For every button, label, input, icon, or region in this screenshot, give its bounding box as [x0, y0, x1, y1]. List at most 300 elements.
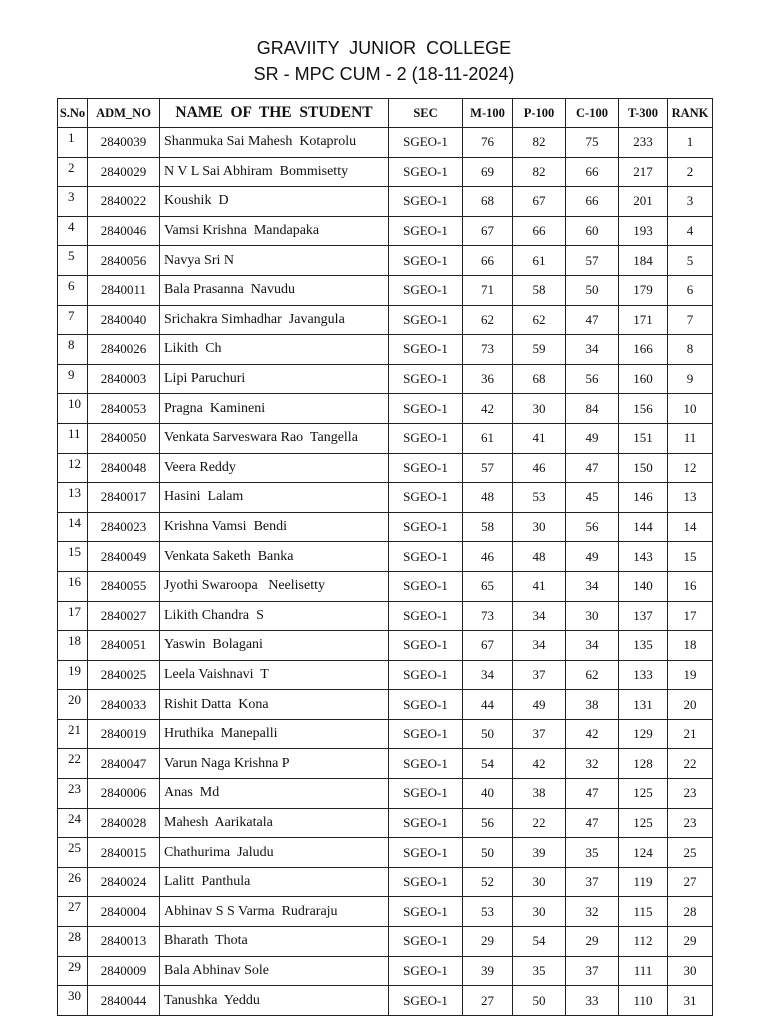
cell-t300: 151 [619, 423, 668, 453]
cell-p100: 39 [513, 838, 566, 868]
cell-adm-no: 2840046 [88, 216, 160, 246]
cell-rank: 16 [668, 571, 713, 601]
cell-rank: 19 [668, 660, 713, 690]
cell-adm-no: 2840027 [88, 601, 160, 631]
cell-sec: SGEO-1 [389, 660, 463, 690]
cell-rank: 20 [668, 690, 713, 720]
cell-sec: SGEO-1 [389, 749, 463, 779]
table-row [58, 571, 713, 601]
table-header-row [58, 99, 713, 128]
cell-p100: 41 [513, 423, 566, 453]
cell-sec: SGEO-1 [389, 157, 463, 187]
cell-m100: 76 [463, 128, 513, 158]
table-row [58, 216, 713, 246]
cell-c100: 47 [566, 779, 619, 809]
cell-adm-no: 2840029 [88, 157, 160, 187]
cell-p100: 82 [513, 157, 566, 187]
header-sec: SEC [389, 99, 463, 128]
cell-m100: 54 [463, 749, 513, 779]
cell-p100: 53 [513, 483, 566, 513]
cell-c100: 33 [566, 986, 619, 1016]
cell-c100: 45 [566, 483, 619, 513]
table-row [58, 601, 713, 631]
table-row [58, 512, 713, 542]
cell-m100: 36 [463, 364, 513, 394]
cell-t300: 124 [619, 838, 668, 868]
table-row [58, 335, 713, 365]
cell-c100: 30 [566, 601, 619, 631]
cell-student-name: Yaswin Bolagani [160, 631, 389, 661]
cell-c100: 60 [566, 216, 619, 246]
cell-student-name: Bala Prasanna Navudu [160, 275, 389, 305]
cell-sec: SGEO-1 [389, 453, 463, 483]
cell-p100: 41 [513, 571, 566, 601]
cell-sec: SGEO-1 [389, 305, 463, 335]
cell-t300: 193 [619, 216, 668, 246]
table-row [58, 749, 713, 779]
table-row [58, 275, 713, 305]
cell-rank: 10 [668, 394, 713, 424]
cell-sec: SGEO-1 [389, 128, 463, 158]
cell-student-name: Mahesh Aarikatala [160, 808, 389, 838]
cell-sno: 7 [58, 305, 88, 335]
cell-rank: 11 [668, 423, 713, 453]
cell-rank: 29 [668, 927, 713, 957]
header-student-name: NAME OF THE STUDENT [160, 99, 389, 128]
cell-c100: 56 [566, 512, 619, 542]
cell-sec: SGEO-1 [389, 631, 463, 661]
table-row [58, 927, 713, 957]
cell-adm-no: 2840023 [88, 512, 160, 542]
cell-p100: 67 [513, 187, 566, 217]
cell-sno: 30 [58, 986, 88, 1016]
cell-m100: 73 [463, 601, 513, 631]
table-row [58, 128, 713, 158]
cell-t300: 125 [619, 779, 668, 809]
cell-c100: 34 [566, 571, 619, 601]
cell-c100: 32 [566, 897, 619, 927]
cell-c100: 37 [566, 956, 619, 986]
cell-t300: 111 [619, 956, 668, 986]
cell-adm-no: 2840039 [88, 128, 160, 158]
cell-adm-no: 2840009 [88, 956, 160, 986]
table-row [58, 453, 713, 483]
cell-adm-no: 2840004 [88, 897, 160, 927]
cell-sno: 2 [58, 157, 88, 187]
cell-rank: 31 [668, 986, 713, 1016]
cell-c100: 49 [566, 542, 619, 572]
cell-student-name: Koushik D [160, 187, 389, 217]
cell-p100: 49 [513, 690, 566, 720]
cell-m100: 50 [463, 719, 513, 749]
cell-student-name: Navya Sri N [160, 246, 389, 276]
results-table [57, 98, 713, 1016]
cell-t300: 201 [619, 187, 668, 217]
cell-adm-no: 2840049 [88, 542, 160, 572]
cell-m100: 67 [463, 631, 513, 661]
cell-rank: 13 [668, 483, 713, 513]
cell-adm-no: 2840033 [88, 690, 160, 720]
cell-t300: 137 [619, 601, 668, 631]
table-row [58, 808, 713, 838]
cell-t300: 110 [619, 986, 668, 1016]
cell-p100: 82 [513, 128, 566, 158]
cell-sec: SGEO-1 [389, 216, 463, 246]
cell-m100: 65 [463, 571, 513, 601]
cell-sno: 18 [58, 631, 88, 661]
cell-t300: 119 [619, 867, 668, 897]
table-row [58, 838, 713, 868]
cell-adm-no: 2840051 [88, 631, 160, 661]
cell-rank: 28 [668, 897, 713, 927]
cell-m100: 57 [463, 453, 513, 483]
cell-m100: 29 [463, 927, 513, 957]
cell-rank: 22 [668, 749, 713, 779]
cell-adm-no: 2840048 [88, 453, 160, 483]
cell-sno: 16 [58, 571, 88, 601]
cell-c100: 66 [566, 187, 619, 217]
cell-sec: SGEO-1 [389, 601, 463, 631]
cell-adm-no: 2840055 [88, 571, 160, 601]
cell-student-name: Shanmuka Sai Mahesh Kotaprolu [160, 128, 389, 158]
cell-rank: 21 [668, 719, 713, 749]
cell-m100: 48 [463, 483, 513, 513]
table-row [58, 897, 713, 927]
cell-sno: 17 [58, 601, 88, 631]
cell-adm-no: 2840050 [88, 423, 160, 453]
cell-c100: 56 [566, 364, 619, 394]
cell-rank: 12 [668, 453, 713, 483]
cell-sec: SGEO-1 [389, 512, 463, 542]
cell-m100: 39 [463, 956, 513, 986]
cell-sec: SGEO-1 [389, 956, 463, 986]
cell-m100: 56 [463, 808, 513, 838]
cell-sno: 26 [58, 867, 88, 897]
table-row [58, 719, 713, 749]
cell-p100: 30 [513, 897, 566, 927]
cell-adm-no: 2840015 [88, 838, 160, 868]
table-row [58, 956, 713, 986]
cell-student-name: Lalitt Panthula [160, 867, 389, 897]
cell-c100: 75 [566, 128, 619, 158]
cell-t300: 143 [619, 542, 668, 572]
cell-sno: 14 [58, 512, 88, 542]
cell-p100: 34 [513, 601, 566, 631]
cell-student-name: Chathurima Jaludu [160, 838, 389, 868]
cell-rank: 27 [668, 867, 713, 897]
cell-m100: 71 [463, 275, 513, 305]
cell-t300: 179 [619, 275, 668, 305]
cell-t300: 160 [619, 364, 668, 394]
cell-sec: SGEO-1 [389, 187, 463, 217]
cell-student-name: Likith Chandra S [160, 601, 389, 631]
cell-sno: 3 [58, 187, 88, 217]
cell-t300: 156 [619, 394, 668, 424]
cell-t300: 129 [619, 719, 668, 749]
cell-sno: 25 [58, 838, 88, 868]
cell-c100: 47 [566, 305, 619, 335]
cell-p100: 66 [513, 216, 566, 246]
cell-sno: 19 [58, 660, 88, 690]
header-rank: RANK [668, 99, 713, 128]
cell-rank: 6 [668, 275, 713, 305]
cell-rank: 15 [668, 542, 713, 572]
cell-sec: SGEO-1 [389, 335, 463, 365]
cell-c100: 66 [566, 157, 619, 187]
cell-sno: 29 [58, 956, 88, 986]
header-c100: C-100 [566, 99, 619, 128]
cell-student-name: Lipi Paruchuri [160, 364, 389, 394]
cell-p100: 35 [513, 956, 566, 986]
cell-p100: 68 [513, 364, 566, 394]
cell-t300: 128 [619, 749, 668, 779]
cell-m100: 46 [463, 542, 513, 572]
cell-p100: 54 [513, 927, 566, 957]
cell-student-name: Likith Ch [160, 335, 389, 365]
cell-c100: 47 [566, 453, 619, 483]
cell-t300: 184 [619, 246, 668, 276]
cell-p100: 30 [513, 512, 566, 542]
table-row [58, 423, 713, 453]
cell-sno: 4 [58, 216, 88, 246]
table-row [58, 660, 713, 690]
table-body [58, 128, 713, 1016]
cell-sno: 6 [58, 275, 88, 305]
cell-sec: SGEO-1 [389, 275, 463, 305]
cell-t300: 133 [619, 660, 668, 690]
cell-sec: SGEO-1 [389, 808, 463, 838]
cell-student-name: Hasini Lalam [160, 483, 389, 513]
cell-rank: 8 [668, 335, 713, 365]
cell-adm-no: 2840003 [88, 364, 160, 394]
table-row [58, 364, 713, 394]
cell-m100: 34 [463, 660, 513, 690]
cell-rank: 23 [668, 808, 713, 838]
cell-c100: 29 [566, 927, 619, 957]
cell-m100: 67 [463, 216, 513, 246]
cell-c100: 47 [566, 808, 619, 838]
cell-t300: 166 [619, 335, 668, 365]
cell-rank: 5 [668, 246, 713, 276]
cell-student-name: Veera Reddy [160, 453, 389, 483]
cell-p100: 59 [513, 335, 566, 365]
cell-student-name: Bala Abhinav Sole [160, 956, 389, 986]
cell-adm-no: 2840017 [88, 483, 160, 513]
cell-p100: 48 [513, 542, 566, 572]
cell-rank: 9 [668, 364, 713, 394]
cell-sec: SGEO-1 [389, 483, 463, 513]
cell-sec: SGEO-1 [389, 542, 463, 572]
cell-m100: 27 [463, 986, 513, 1016]
cell-student-name: Varun Naga Krishna P [160, 749, 389, 779]
cell-student-name: Jyothi Swaroopa Neelisetty [160, 571, 389, 601]
cell-rank: 25 [668, 838, 713, 868]
cell-adm-no: 2840006 [88, 779, 160, 809]
cell-p100: 30 [513, 394, 566, 424]
cell-adm-no: 2840028 [88, 808, 160, 838]
cell-rank: 3 [668, 187, 713, 217]
cell-p100: 46 [513, 453, 566, 483]
cell-rank: 2 [668, 157, 713, 187]
cell-student-name: Tanushka Yeddu [160, 986, 389, 1016]
cell-sec: SGEO-1 [389, 927, 463, 957]
header-p100: P-100 [513, 99, 566, 128]
cell-c100: 35 [566, 838, 619, 868]
cell-c100: 42 [566, 719, 619, 749]
cell-rank: 4 [668, 216, 713, 246]
cell-student-name: Abhinav S S Varma Rudraraju [160, 897, 389, 927]
cell-m100: 62 [463, 305, 513, 335]
header-m100: M-100 [463, 99, 513, 128]
cell-student-name: Venkata Saketh Banka [160, 542, 389, 572]
cell-student-name: Hruthika Manepalli [160, 719, 389, 749]
cell-p100: 22 [513, 808, 566, 838]
cell-m100: 68 [463, 187, 513, 217]
cell-adm-no: 2840024 [88, 867, 160, 897]
table-row [58, 483, 713, 513]
cell-sec: SGEO-1 [389, 690, 463, 720]
cell-sno: 20 [58, 690, 88, 720]
cell-sno: 11 [58, 423, 88, 453]
cell-sec: SGEO-1 [389, 394, 463, 424]
cell-p100: 50 [513, 986, 566, 1016]
cell-t300: 144 [619, 512, 668, 542]
cell-sno: 24 [58, 808, 88, 838]
cell-adm-no: 2840026 [88, 335, 160, 365]
cell-sno: 22 [58, 749, 88, 779]
cell-sec: SGEO-1 [389, 364, 463, 394]
cell-sno: 23 [58, 779, 88, 809]
cell-student-name: Pragna Kamineni [160, 394, 389, 424]
cell-student-name: Anas Md [160, 779, 389, 809]
cell-student-name: Leela Vaishnavi T [160, 660, 389, 690]
cell-adm-no: 2840053 [88, 394, 160, 424]
cell-t300: 140 [619, 571, 668, 601]
cell-sno: 21 [58, 719, 88, 749]
document-subtitle: SR - MPC CUM - 2 (18-11-2024) [253, 64, 515, 84]
cell-sec: SGEO-1 [389, 897, 463, 927]
cell-t300: 135 [619, 631, 668, 661]
cell-p100: 38 [513, 779, 566, 809]
cell-p100: 37 [513, 660, 566, 690]
cell-t300: 115 [619, 897, 668, 927]
cell-c100: 50 [566, 275, 619, 305]
cell-p100: 42 [513, 749, 566, 779]
cell-c100: 57 [566, 246, 619, 276]
document-title: GRAVIITY JUNIOR COLLEGE [256, 38, 512, 58]
cell-adm-no: 2840047 [88, 749, 160, 779]
cell-t300: 146 [619, 483, 668, 513]
cell-t300: 112 [619, 927, 668, 957]
cell-c100: 62 [566, 660, 619, 690]
table-row [58, 246, 713, 276]
cell-student-name: Vamsi Krishna Mandapaka [160, 216, 389, 246]
cell-t300: 125 [619, 808, 668, 838]
cell-adm-no: 2840056 [88, 246, 160, 276]
cell-c100: 34 [566, 631, 619, 661]
cell-c100: 37 [566, 867, 619, 897]
table-row [58, 542, 713, 572]
cell-sno: 15 [58, 542, 88, 572]
cell-adm-no: 2840019 [88, 719, 160, 749]
cell-p100: 58 [513, 275, 566, 305]
cell-rank: 14 [668, 512, 713, 542]
cell-sno: 13 [58, 483, 88, 513]
cell-p100: 30 [513, 867, 566, 897]
table-row [58, 690, 713, 720]
cell-p100: 37 [513, 719, 566, 749]
table-row [58, 631, 713, 661]
header-t300: T-300 [619, 99, 668, 128]
table-row [58, 867, 713, 897]
cell-sno: 5 [58, 246, 88, 276]
cell-rank: 30 [668, 956, 713, 986]
cell-adm-no: 2840025 [88, 660, 160, 690]
table-row [58, 157, 713, 187]
cell-c100: 49 [566, 423, 619, 453]
cell-adm-no: 2840044 [88, 986, 160, 1016]
cell-adm-no: 2840013 [88, 927, 160, 957]
cell-student-name: Bharath Thota [160, 927, 389, 957]
cell-m100: 53 [463, 897, 513, 927]
cell-m100: 69 [463, 157, 513, 187]
cell-c100: 34 [566, 335, 619, 365]
cell-m100: 58 [463, 512, 513, 542]
cell-m100: 50 [463, 838, 513, 868]
cell-sec: SGEO-1 [389, 246, 463, 276]
cell-student-name: Rishit Datta Kona [160, 690, 389, 720]
cell-m100: 61 [463, 423, 513, 453]
cell-sno: 8 [58, 335, 88, 365]
cell-m100: 73 [463, 335, 513, 365]
cell-student-name: Krishna Vamsi Bendi [160, 512, 389, 542]
cell-sno: 9 [58, 364, 88, 394]
cell-p100: 62 [513, 305, 566, 335]
cell-c100: 84 [566, 394, 619, 424]
header-adm-no: ADM_NO [88, 99, 160, 128]
table-row [58, 394, 713, 424]
cell-m100: 66 [463, 246, 513, 276]
cell-sec: SGEO-1 [389, 986, 463, 1016]
table-row [58, 187, 713, 217]
cell-m100: 52 [463, 867, 513, 897]
cell-rank: 23 [668, 779, 713, 809]
cell-adm-no: 2840022 [88, 187, 160, 217]
table-row [58, 305, 713, 335]
cell-sno: 10 [58, 394, 88, 424]
cell-student-name: N V L Sai Abhiram Bommisetty [160, 157, 389, 187]
cell-student-name: Venkata Sarveswara Rao Tangella [160, 423, 389, 453]
cell-student-name: Srichakra Simhadhar Javangula [160, 305, 389, 335]
cell-sec: SGEO-1 [389, 571, 463, 601]
cell-t300: 217 [619, 157, 668, 187]
cell-rank: 18 [668, 631, 713, 661]
cell-adm-no: 2840011 [88, 275, 160, 305]
cell-c100: 38 [566, 690, 619, 720]
table-row [58, 986, 713, 1016]
cell-t300: 171 [619, 305, 668, 335]
table-row [58, 779, 713, 809]
cell-sno: 1 [58, 128, 88, 158]
header-sno: S.No [58, 99, 88, 128]
cell-sno: 27 [58, 897, 88, 927]
cell-sec: SGEO-1 [389, 719, 463, 749]
cell-sec: SGEO-1 [389, 423, 463, 453]
cell-p100: 61 [513, 246, 566, 276]
cell-rank: 1 [668, 128, 713, 158]
cell-m100: 44 [463, 690, 513, 720]
cell-t300: 150 [619, 453, 668, 483]
